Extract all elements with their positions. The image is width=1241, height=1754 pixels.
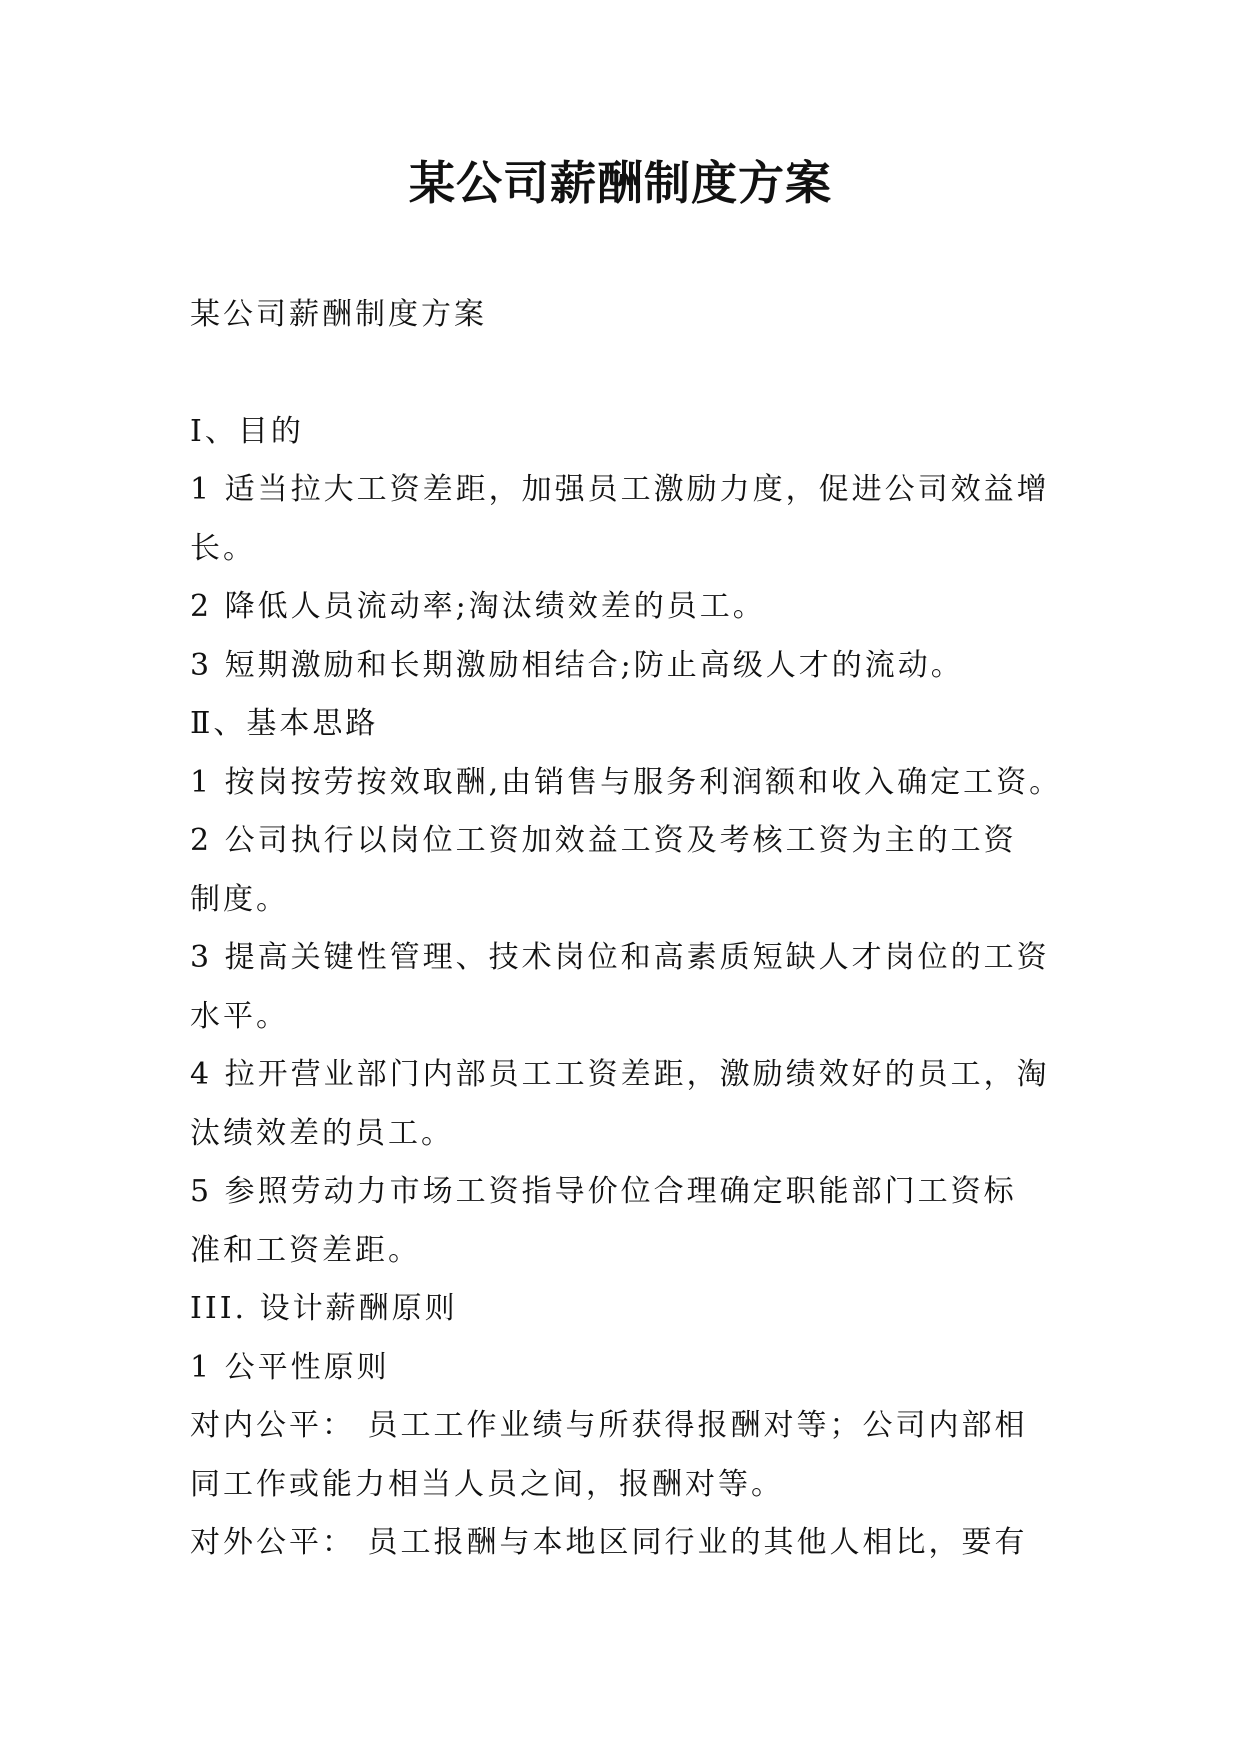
- document-title: 某公司薪酬制度方案: [409, 156, 832, 210]
- paragraph-line: 制度。: [190, 881, 289, 917]
- paragraph-line: 1 按岗按劳按效取酬,由销售与服务利润额和收入确定工资。: [190, 764, 1063, 800]
- document-body: [190, 286, 1063, 1573]
- paragraph-line: 汰绩效差的员工。: [190, 1115, 454, 1151]
- paragraph-line: 4 拉开营业部门内部员工工资差距，激励绩效好的员工，淘: [190, 1057, 1050, 1092]
- blank-line: [190, 345, 1060, 403]
- paragraph-line: 水平。: [190, 998, 289, 1034]
- paragraph-line: 3 提高关键性管理、技术岗位和高素质短缺人才岗位的工资: [190, 940, 1050, 975]
- paragraph-line: 2 公司执行以岗位工资加效益工资及考核工资为主的工资: [190, 823, 1017, 858]
- paragraph-line: 5 参照劳动力市场工资指导价位合理确定职能部门工资标: [190, 1174, 1017, 1209]
- paragraph-line: 1 适当拉大工资差距，加强员工激励力度，促进公司效益增: [190, 472, 1050, 507]
- subtitle-line: 某公司薪酬制度方案: [190, 297, 487, 332]
- paragraph-line: 3 短期激励和长期激励相结合;防止高级人才的流动。: [190, 647, 964, 683]
- paragraph-line: 长。: [190, 530, 256, 566]
- paragraph-line: 1 公平性原则: [190, 1349, 390, 1385]
- section-heading: III. 设计薪酬原则: [190, 1291, 458, 1326]
- paragraph-line: 对外公平： 员工报酬与本地区同行业的其他人相比，要有: [190, 1525, 1028, 1560]
- paragraph-line: 2 降低人员流动率;淘汰绩效差的员工。: [190, 589, 766, 624]
- section-heading: Ⅱ、基本思路: [190, 706, 379, 741]
- paragraph-line: 准和工资差距。: [190, 1232, 421, 1268]
- paragraph-line: 同工作或能力相当人员之间，报酬对等。: [190, 1466, 784, 1502]
- section-heading: Ⅰ、目的: [190, 413, 304, 449]
- paragraph-line: 对内公平： 员工工作业绩与所获得报酬对等；公司内部相: [190, 1408, 1028, 1443]
